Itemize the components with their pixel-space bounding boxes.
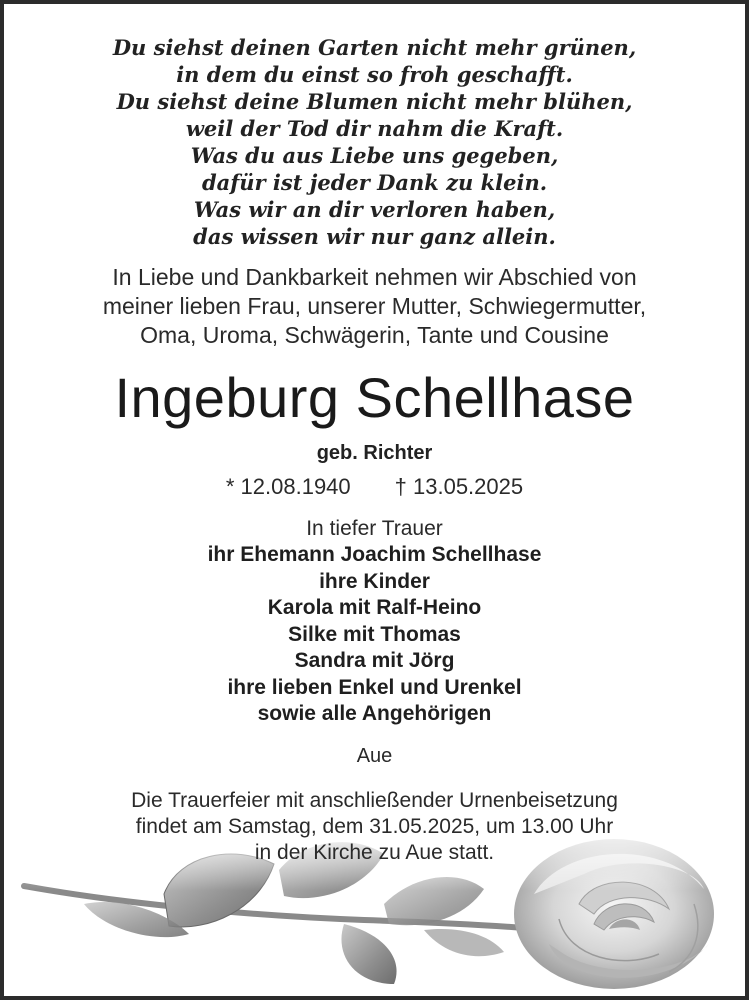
- mourner-line: ihre lieben Enkel und Urenkel: [227, 675, 522, 699]
- mourner-line: Silke mit Thomas: [288, 622, 461, 646]
- farewell-intro: [4, 263, 745, 350]
- poem-line: das wissen wir nur ganz allein.: [193, 224, 556, 249]
- mourner-line: sowie alle Angehörigen: [257, 702, 492, 725]
- poem-line: Du siehst deine Blumen nicht mehr blühen,: [116, 89, 633, 114]
- mourners-list: [4, 542, 745, 728]
- intro-line: meiner lieben Frau, unserer Mutter, Schwiegermutter,: [102, 293, 647, 319]
- poem-line: in dem du einst so froh geschafft.: [176, 62, 573, 87]
- mourner-line: Sandra mit Jörg: [294, 649, 455, 672]
- poem-line: dafür ist jeder Dank zu klein.: [201, 170, 548, 195]
- poem-line: Was du aus Liebe uns gegeben,: [190, 143, 559, 168]
- intro-line: In Liebe und Dankbarkeit nehmen wir Abschied von: [112, 264, 637, 290]
- memorial-poem: [4, 34, 745, 250]
- deceased-name: Ingeburg Schellhase: [114, 366, 635, 429]
- mourner-line: Karola mit Ralf-Heino: [267, 596, 482, 619]
- mourner-line: ihr Ehemann Joachim Schellhase: [207, 543, 542, 566]
- funeral-notice: [4, 788, 745, 866]
- death-date: † 13.05.2025: [394, 474, 524, 499]
- funeral-line: findet am Samstag, dem 31.05.2025, um 13.00 Uhr: [135, 815, 614, 838]
- poem-line: weil der Tod dir nahm die Kraft.: [185, 116, 564, 141]
- mourning-lead: In tiefer Trauer: [306, 517, 443, 540]
- mourner-line: ihre Kinder: [319, 569, 430, 593]
- life-dates: [4, 472, 745, 502]
- birth-date: * 12.08.1940: [225, 474, 351, 499]
- poem-line: Du siehst deinen Garten nicht mehr grünen,: [112, 35, 637, 60]
- poem-line: Was wir an dir verloren haben,: [193, 197, 556, 222]
- funeral-line: Die Trauerfeier mit anschließender Urnenbeisetzung: [131, 789, 618, 812]
- funeral-line: in der Kirche zu Aue statt.: [254, 841, 495, 864]
- place-name: Aue: [356, 745, 393, 767]
- intro-line: Oma, Uroma, Schwägerin, Tante und Cousine: [140, 322, 609, 348]
- maiden-name: geb. Richter: [316, 442, 433, 464]
